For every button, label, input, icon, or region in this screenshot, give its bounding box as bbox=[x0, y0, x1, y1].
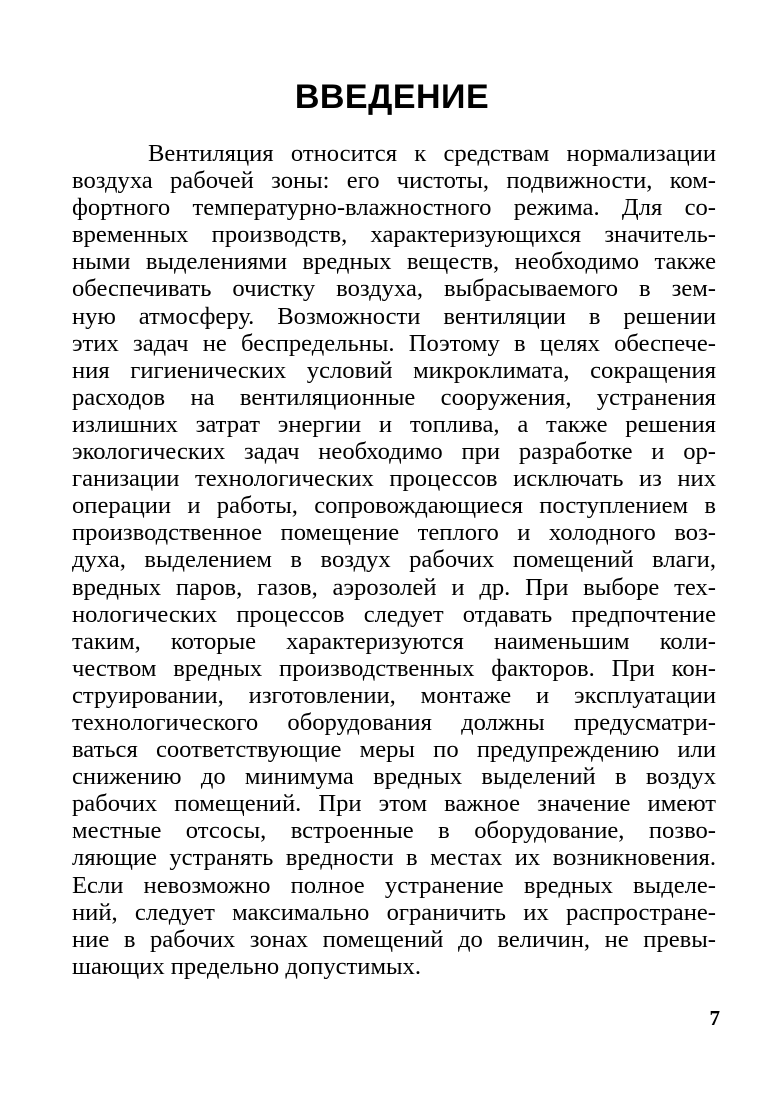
text-line: ными выделениями вредных веществ, необходимо также bbox=[72, 248, 716, 276]
text-line: ний, следует максимально ограничить их распростране- bbox=[72, 898, 716, 926]
text-line: временных производств, характеризующихся значитель- bbox=[72, 221, 716, 249]
text-line: излишних затрат энергии и топлива, а также решения bbox=[72, 410, 716, 438]
text-line: производственное помещение теплого и холодного воз- bbox=[72, 519, 716, 547]
text-line: шающих предельно допустимых. bbox=[72, 952, 421, 980]
text-line: местные отсосы, встроенные в оборудование, позво- bbox=[72, 817, 716, 845]
text-line: вредных паров, газов, аэрозолей и др. При выборе тех- bbox=[72, 573, 716, 601]
text-line: Если невозможно полное устранение вредных выделе- bbox=[72, 871, 716, 899]
text-line: обеспечивать очистку воздуха, выбрасываемого в зем- bbox=[72, 275, 716, 303]
chapter-heading: ВВЕДЕНИЕ bbox=[294, 78, 490, 116]
text-line: ную атмосферу. Возможности вентиляции в решении bbox=[72, 302, 716, 330]
text-line: таким, которые характеризуются наименьшим коли- bbox=[72, 627, 716, 655]
text-line: экологических задач необходимо при разработке и ор- bbox=[72, 438, 716, 466]
text-line: нологических процессов следует отдавать предпочтение bbox=[72, 600, 716, 628]
text-line: струировании, изготовлении, монтаже и эксплуатации bbox=[72, 681, 716, 709]
text-line: фортного температурно-влажностного режима. Для со- bbox=[72, 194, 716, 222]
text-line: ляющие устранять вредности в местах их возникновения. bbox=[72, 844, 716, 872]
body-paragraph bbox=[72, 140, 716, 980]
text-line: операции и работы, сопровождающиеся поступлением в bbox=[72, 492, 716, 520]
text-line: расходов на вентиляционные сооружения, устранения bbox=[72, 383, 716, 411]
text-line: технологического оборудования должны предусматри- bbox=[72, 708, 716, 736]
text-line: воздуха рабочей зоны: его чистоты, подвижности, ком- bbox=[72, 167, 716, 195]
text-line: духа, выделением в воздух рабочих помещений влаги, bbox=[72, 546, 716, 574]
text-line: ния гигиенических условий микроклимата, сокращения bbox=[72, 356, 716, 384]
text-line: ние в рабочих зонах помещений до величин, не превы- bbox=[72, 925, 716, 953]
text-line: Вентиляция относится к средствам нормализации bbox=[148, 140, 716, 167]
text-line: ганизации технологических процессов исключать из них bbox=[72, 465, 716, 493]
text-line: ваться соответствующие меры по предупреждению или bbox=[72, 736, 716, 764]
page-number: 7 bbox=[709, 1006, 720, 1030]
text-line: рабочих помещений. При этом важное значение имеют bbox=[72, 790, 716, 818]
text-line: чеством вредных производственных факторов. При кон- bbox=[72, 654, 716, 682]
text-line: снижению до минимума вредных выделений в воздух bbox=[72, 763, 716, 791]
text-line: этих задач не беспредельны. Поэтому в целях обеспече- bbox=[72, 329, 716, 357]
